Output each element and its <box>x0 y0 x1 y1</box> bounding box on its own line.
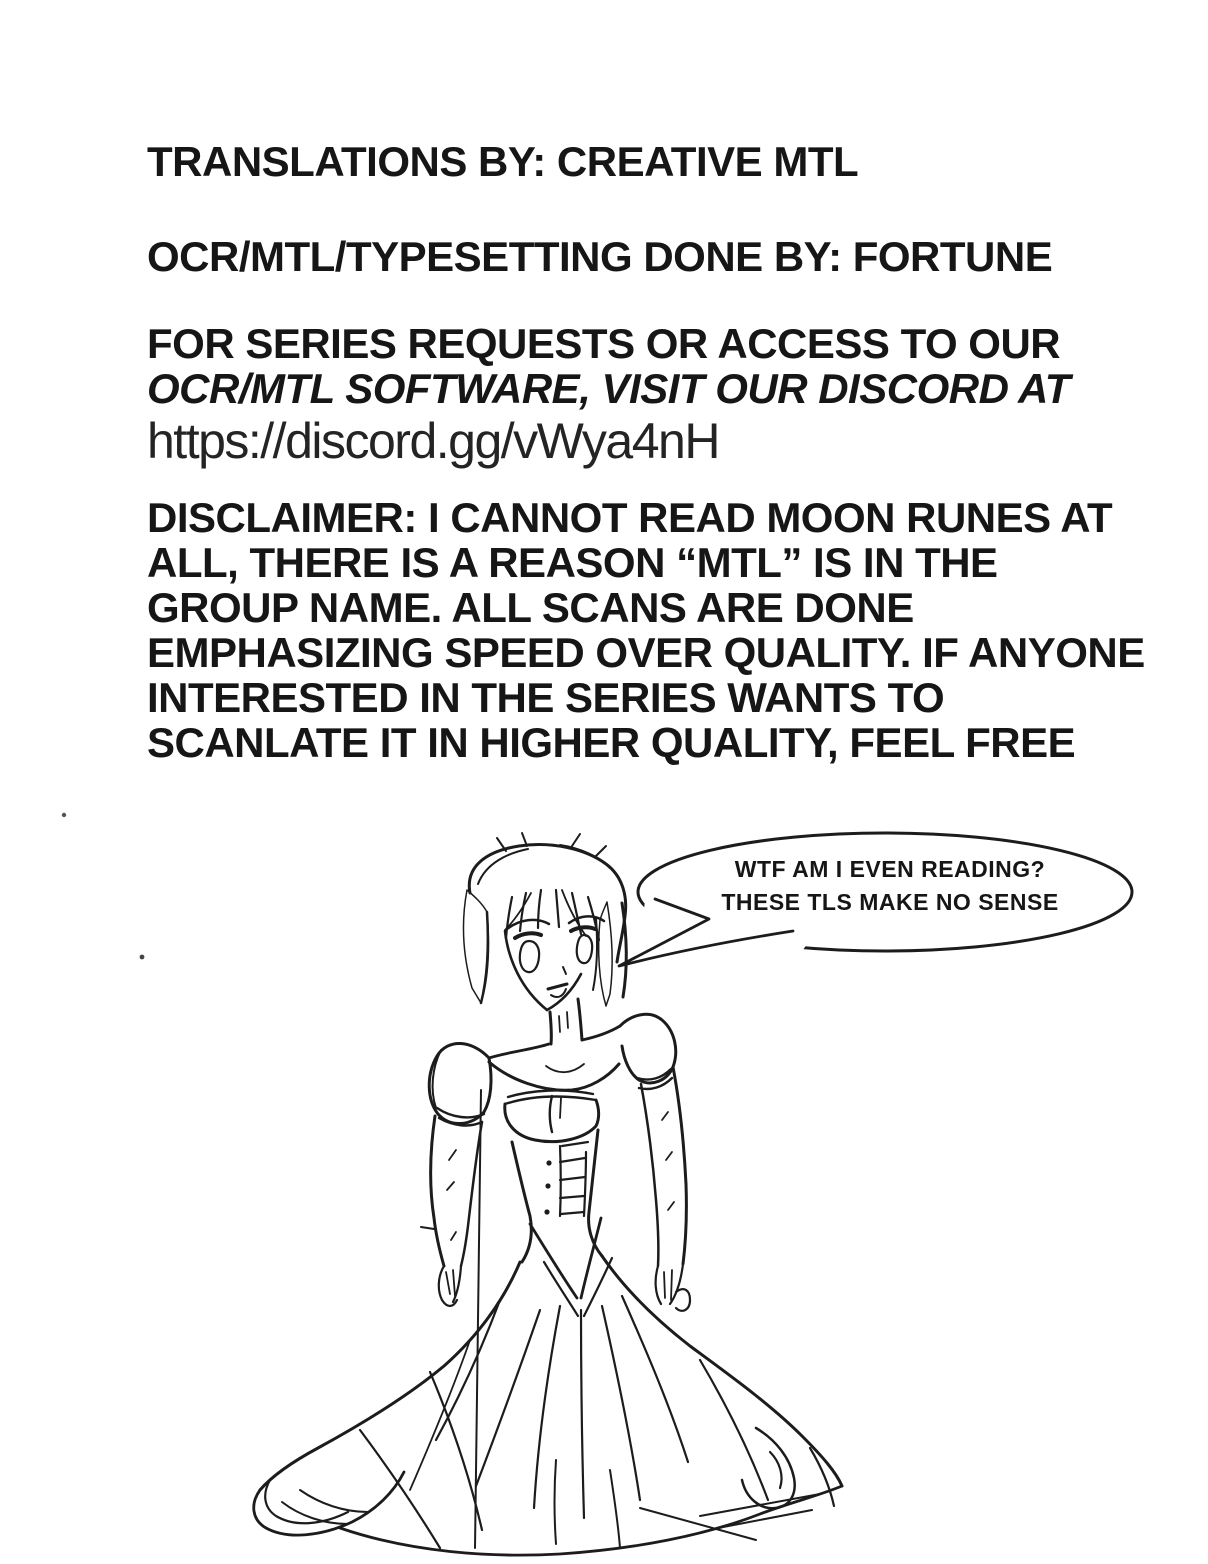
skirt-v-left <box>530 1224 577 1298</box>
sketch-torso <box>429 999 675 1316</box>
discord-paragraph-line-2: OCR/MTL SOFTWARE, VISIT OUR DISCORD AT <box>147 365 1070 412</box>
right-hair-lock <box>599 902 612 1006</box>
bust-curve <box>505 1100 599 1142</box>
pencil-dot-specks <box>62 813 145 960</box>
right-arm-inner <box>641 1084 658 1266</box>
disclaimer-line: ALL, THERE IS A REASON “MTL” IS IN THE <box>147 539 998 586</box>
speech-bubble-line-1: WTF AM I EVEN READING? <box>734 856 1046 882</box>
disclaimer-line: GROUP NAME. ALL SCANS ARE DONE <box>147 584 914 631</box>
disclaimer-line: DISCLAIMER: I CANNOT READ MOON RUNES AT <box>147 494 1113 541</box>
discord-invite-url: https://discord.gg/vWya4nH <box>147 413 719 469</box>
discord-paragraph-line-1: FOR SERIES REQUESTS OR ACCESS TO OUR <box>147 320 1061 367</box>
disclaimer-line: INTERESTED IN THE SERIES WANTS TO <box>147 674 945 721</box>
left-arm-outer <box>431 1116 444 1266</box>
speech-bubble-line-2: THESE TLS MAKE NO SENSE <box>721 889 1059 915</box>
left-hem-fold <box>254 1472 404 1535</box>
sketch-arms <box>421 1067 686 1306</box>
bodice-neckline <box>489 1062 619 1090</box>
disclaimer-line: EMPHASIZING SPEED OVER QUALITY. IF ANYONE <box>147 629 1145 676</box>
sketch-skirt <box>254 1256 842 1555</box>
typesetting-credit-line: OCR/MTL/TYPESETTING DONE BY: FORTUNE <box>147 233 1053 280</box>
right-eye <box>577 935 592 963</box>
speech-bubble <box>655 853 1125 919</box>
nose <box>563 967 566 974</box>
right-hem-fold <box>742 1428 795 1508</box>
disclaimer-line: SCANLATE IT IN HIGHER QUALITY, FEEL FREE <box>147 719 1076 766</box>
skirt-left-edge <box>260 1262 520 1490</box>
right-arm-outer <box>673 1067 686 1264</box>
right-hand <box>656 1266 661 1304</box>
mouth <box>548 984 567 989</box>
translations-credit-line: TRANSLATIONS BY: CREATIVE MTL <box>147 138 859 185</box>
skirt-right-edge <box>602 1256 842 1486</box>
sketch-head <box>464 833 627 1010</box>
left-eye <box>520 941 539 972</box>
corset-left-edge <box>512 1142 531 1262</box>
left-eyelash <box>515 933 541 938</box>
